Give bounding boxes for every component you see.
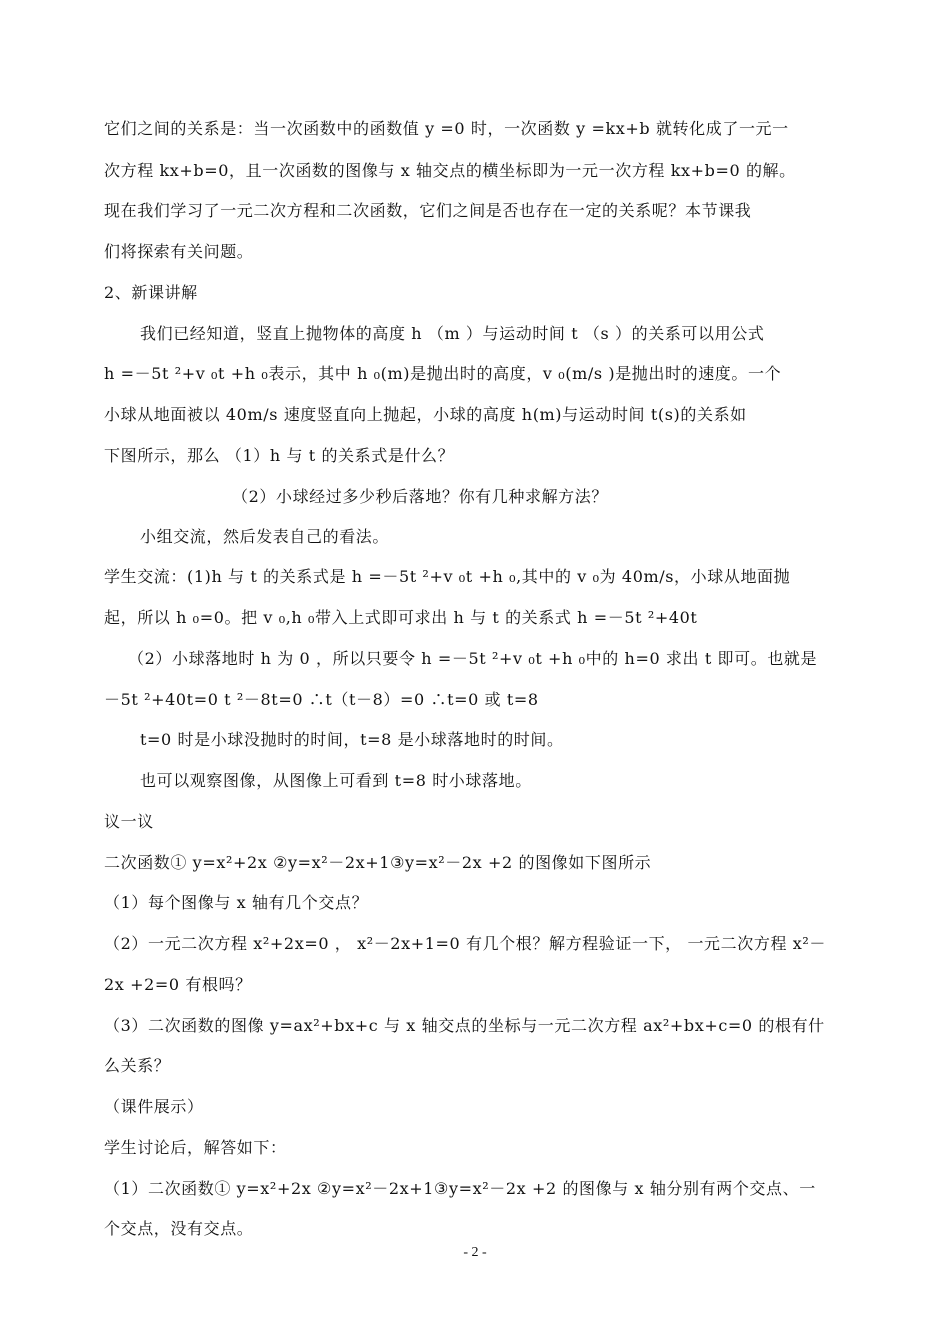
text-line: 现在我们学习了一元二次方程和二次函数，它们之间是否也存在一定的关系呢？本节课我 [104, 201, 752, 220]
text-line: 小组交流，然后发表自己的看法。 [140, 527, 390, 546]
text-line: t=0 时是小球没抛时的时间，t=8 是小球落地时的时间。 [140, 730, 564, 749]
text-line: （2）小球落地时 h 为 0 ，所以只要令 h =－5t ²+v ₀t +h ₀中的 h=0 求出 t 即可。也就是 [128, 649, 818, 668]
section-heading: 2、新课讲解 [104, 283, 198, 302]
text-line: （2）一元二次方程 x²+2x=0 ， x²－2x+1=0 有几个根？解方程验证一下， 一元二次方程 x²－ [104, 934, 826, 953]
text-line: 么关系？ [104, 1056, 171, 1075]
text-line: 下图所示，那么 （1）h 与 t 的关系式是什么？ [104, 446, 455, 465]
text-line: 学生交流：(1)h 与 t 的关系式是 h =－5t ²+v ₀t +h ₀,其中的 v ₀为 40m/s，小球从地面抛 [104, 567, 791, 586]
text-line: （1）二次函数① y=x²+2x ②y=x²－2x+1③y=x²－2x +2 的图像与 x 轴分别有两个交点、一 [104, 1179, 816, 1198]
text-line: 们将探索有关问题。 [104, 242, 254, 261]
equation-line: －5t ²+40t=0 t ²－8t=0 ∴t（t－8）=0 ∴t=0 或 t=8 [104, 690, 539, 709]
text-line: 起，所以 h ₀=0。把 v ₀,h ₀带入上式即可求出 h 与 t 的关系式 h =－5t ²+40t [104, 608, 698, 627]
text-line: （1）每个图像与 x 轴有几个交点？ [104, 893, 369, 912]
text-line: 次方程 kx+b=0，且一次函数的图像与 x 轴交点的横坐标即为一元一次方程 kx+b=0 的解。 [104, 161, 796, 180]
text-line: 它们之间的关系是：当一次函数中的函数值 y =0 时，一次函数 y =kx+b 就转化成了一元一 [104, 119, 789, 138]
text-line: 个交点，没有交点。 [104, 1219, 254, 1238]
text-line: 学生讨论后，解答如下： [104, 1138, 287, 1157]
section-heading: 议一议 [104, 812, 154, 831]
text-line: 我们已经知道，竖直上抛物体的高度 h （m ）与运动时间 t （s ）的关系可以用公式 [140, 324, 765, 343]
text-line: （2）小球经过多少秒后落地？你有几种求解方法？ [232, 487, 608, 506]
text-line: （3）二次函数的图像 y=ax²+bx+c 与 x 轴交点的坐标与一元二次方程 ax²+bx+c=0 的根有什 [104, 1016, 825, 1035]
text-line: 小球从地面被以 40m/s 速度竖直向上抛起，小球的高度 h(m)与运动时间 t(s)的关系如 [104, 405, 747, 424]
text-line: 也可以观察图像，从图像上可看到 t=8 时小球落地。 [140, 771, 532, 790]
page-number: - 2 - [463, 1245, 487, 1260]
text-line: 二次函数① y=x²+2x ②y=x²－2x+1③y=x²－2x +2 的图像如下图所示 [104, 853, 652, 872]
text-line: 2x +2=0 有根吗？ [104, 975, 252, 994]
text-line: h =－5t ²+v ₀t +h ₀表示，其中 h ₀(m)是抛出时的高度，v ₀(m/s )是抛出时的速度。一个 [104, 364, 782, 383]
text-line: （课件展示） [104, 1097, 204, 1116]
